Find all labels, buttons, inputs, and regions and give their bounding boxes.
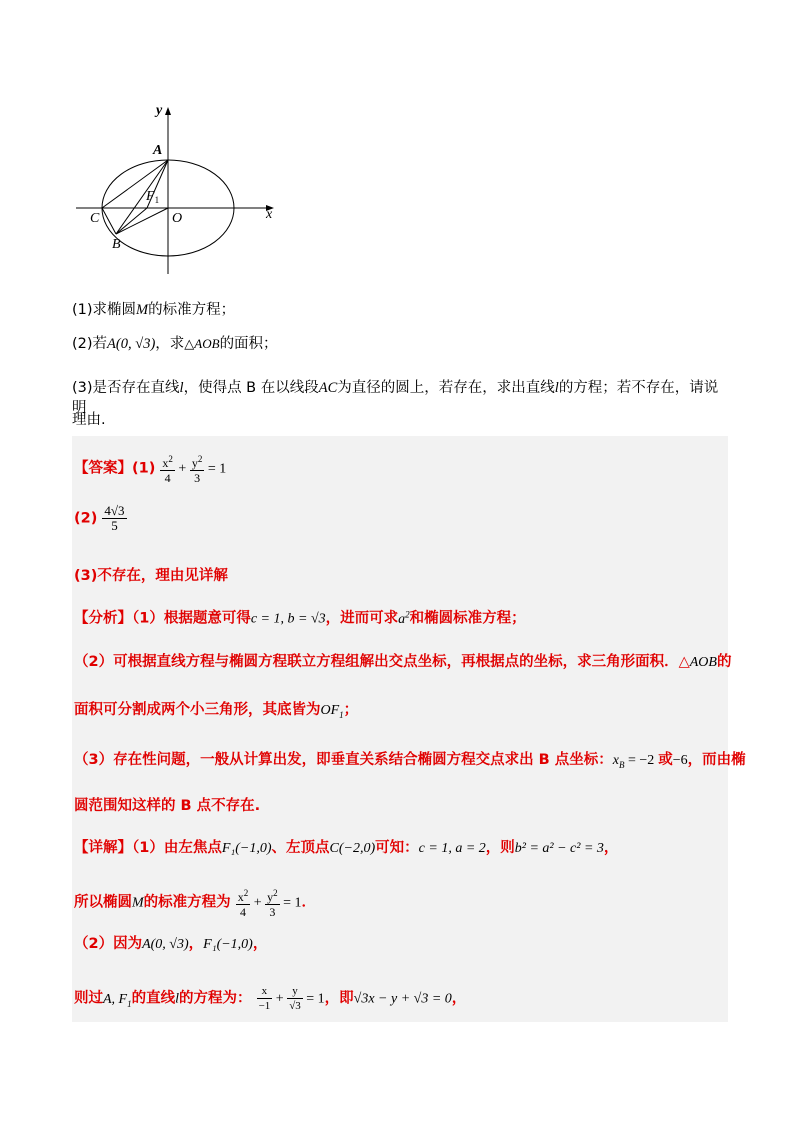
detail-line-2: 所以椭圆M的标准方程为 $\frac{x^2}{4}$ + $\frac{y^2}{3}$ = 1． — [74, 888, 317, 919]
analysis-line-2: （2）可根据直线方程与椭圆方程联立方程组解出交点坐标，再根据点的坐标，求三角形面积．△AOB的 — [74, 654, 732, 670]
answer-line-1: 【答案】(1) $\frac{x^2}{4}$ + $\frac{y^2}{3}$ = 1 — [74, 454, 227, 485]
detail-line-3: （2）因为A(0, √3)，F₁(−1,0)， — [74, 936, 268, 952]
fraction-x-over-neg1: $\frac{x}{-1}$ — [258, 985, 271, 1012]
label-C: C — [90, 211, 100, 226]
fraction-y2-3-detail: $\frac{y^2}{3}$ — [267, 888, 278, 919]
question-1: (1)求椭圆M的标准方程； — [72, 302, 236, 318]
label-x: x — [266, 207, 273, 222]
ellipse-figure — [70, 98, 290, 282]
analysis-line-5: 圆范围知这样的 B 点不存在. — [74, 798, 261, 814]
question-2: (2)若A(0, √3)，求△AOB的面积； — [72, 336, 278, 352]
analysis-line-3: 面积可分割成两个小三角形，其底皆为$OF_1$； — [74, 702, 359, 720]
label-B: B — [112, 237, 121, 252]
label-O: O — [172, 211, 183, 226]
answer-line-3: (3)不存在，理由见详解 — [74, 568, 228, 584]
detail-line-1: 【详解】（1）由左焦点F₁(−1,0)、左顶点C(−2,0)可知：c = 1, a = 2，则b² = a² − c² = 3， — [74, 840, 619, 856]
fraction-area: $\frac{4√3}{5}$ — [104, 503, 125, 533]
segment-AB — [116, 160, 168, 234]
label-A: A — [153, 143, 163, 158]
fraction-x2-4: $\frac{x^2}{4}$ — [162, 454, 173, 485]
analysis-line-1: 【分析】（1）根据题意可得c = 1, b = √3，进而可求$a^2$和椭圆标准方程； — [74, 609, 526, 627]
label-y: y — [156, 103, 163, 118]
fraction-y2-3: $\frac{y^2}{3}$ — [191, 454, 203, 485]
answer-line-2: (2) $\frac{4√3}{5}$ — [74, 503, 125, 533]
label-F1: $F_1$ — [146, 189, 160, 205]
question-3-cont: 理由. — [72, 412, 106, 428]
fraction-y-over-sqrt3: $\frac{y}{√3}$ — [289, 985, 301, 1012]
question-3: (3)是否存在直线l，使得点 B 在以线段AC为直径的圆上，若存在，求出直线l的方程；若不存在，请说明 — [72, 380, 719, 416]
analysis-line-4: （3）存在性问题，一般从计算出发，即垂直关系结合椭圆方程交点求出 B 点坐标：$x_B = -2$ 或−6，而由椭 — [74, 752, 746, 770]
fraction-x2-4-detail: $\frac{x^2}{4}$ — [237, 888, 249, 919]
detail-line-4: 则过A, $F_1$的直线l的方程为： $\frac{x}{-1}$ + $\frac{y}{√3}$ = 1，即√3x − y + √3 = 0， — [74, 985, 467, 1012]
y-axis-arrow — [165, 107, 171, 115]
